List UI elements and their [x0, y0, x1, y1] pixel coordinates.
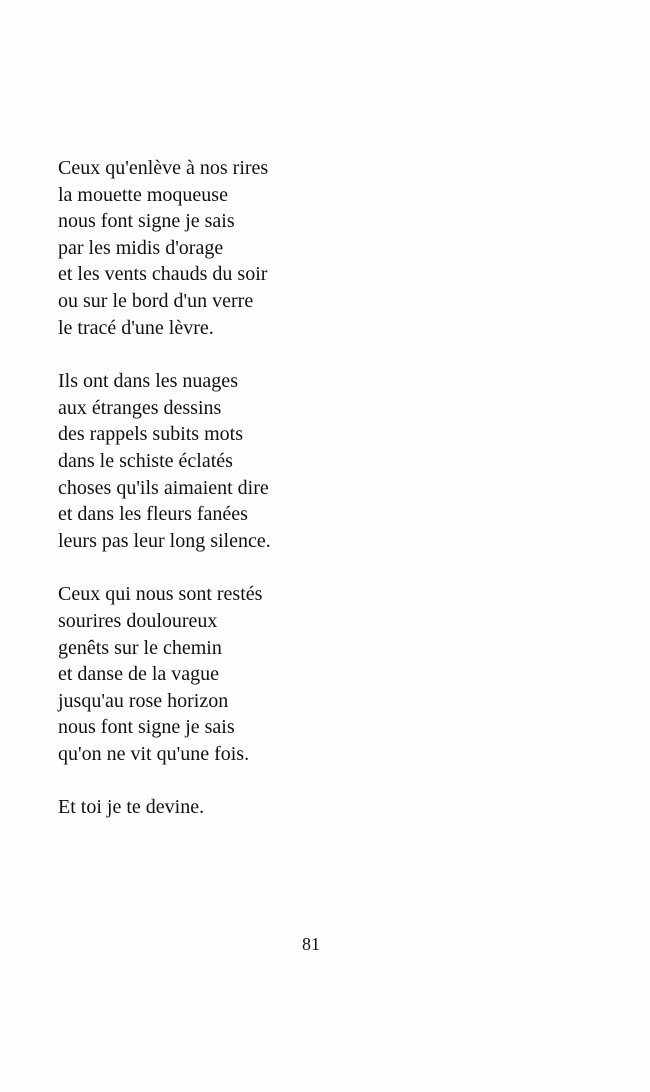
poem-line: des rappels subits mots: [58, 423, 243, 446]
poem-line: choses qu'ils aimaient dire: [58, 476, 269, 499]
page-number: 81: [302, 934, 320, 954]
poem-line: qu'on ne vit qu'une fois.: [58, 742, 250, 765]
poem-line: sourires douloureux: [58, 609, 218, 632]
poem-line: et danse de la vague: [58, 663, 220, 686]
poem-line: Ils ont dans les nuages: [58, 370, 238, 393]
stanza-1: [58, 155, 271, 341]
stanza-4: [58, 794, 271, 821]
stanza-2: [58, 368, 271, 554]
poem-line: et dans les fleurs fanées: [58, 503, 248, 526]
poem-line: par les midis d'orage: [58, 236, 224, 259]
poem-line: et les vents chauds du soir: [58, 263, 268, 286]
poem-line: nous font signe je sais: [58, 210, 235, 233]
poem-line: Et toi je te devine.: [58, 796, 205, 819]
poem-line: le tracé d'une lèvre.: [58, 316, 214, 339]
poem-line: dans le schiste éclatés: [58, 449, 233, 472]
poem-line: Ceux qui nous sont restés: [58, 583, 263, 606]
poem-line: la mouette moqueuse: [58, 183, 228, 206]
stanza-3: [58, 581, 271, 767]
poem-line: ou sur le bord d'un verre: [58, 289, 254, 312]
poem-line: Ceux qu'enlève à nos rires: [58, 157, 269, 179]
poem: [58, 155, 271, 848]
poem-line: nous font signe je sais: [58, 716, 235, 739]
poem-line: jusqu'au rose horizon: [58, 689, 229, 712]
poem-line: genêts sur le chemin: [58, 636, 222, 659]
poem-line: aux étranges dessins: [58, 396, 222, 419]
poem-line: leurs pas leur long silence.: [58, 529, 271, 552]
